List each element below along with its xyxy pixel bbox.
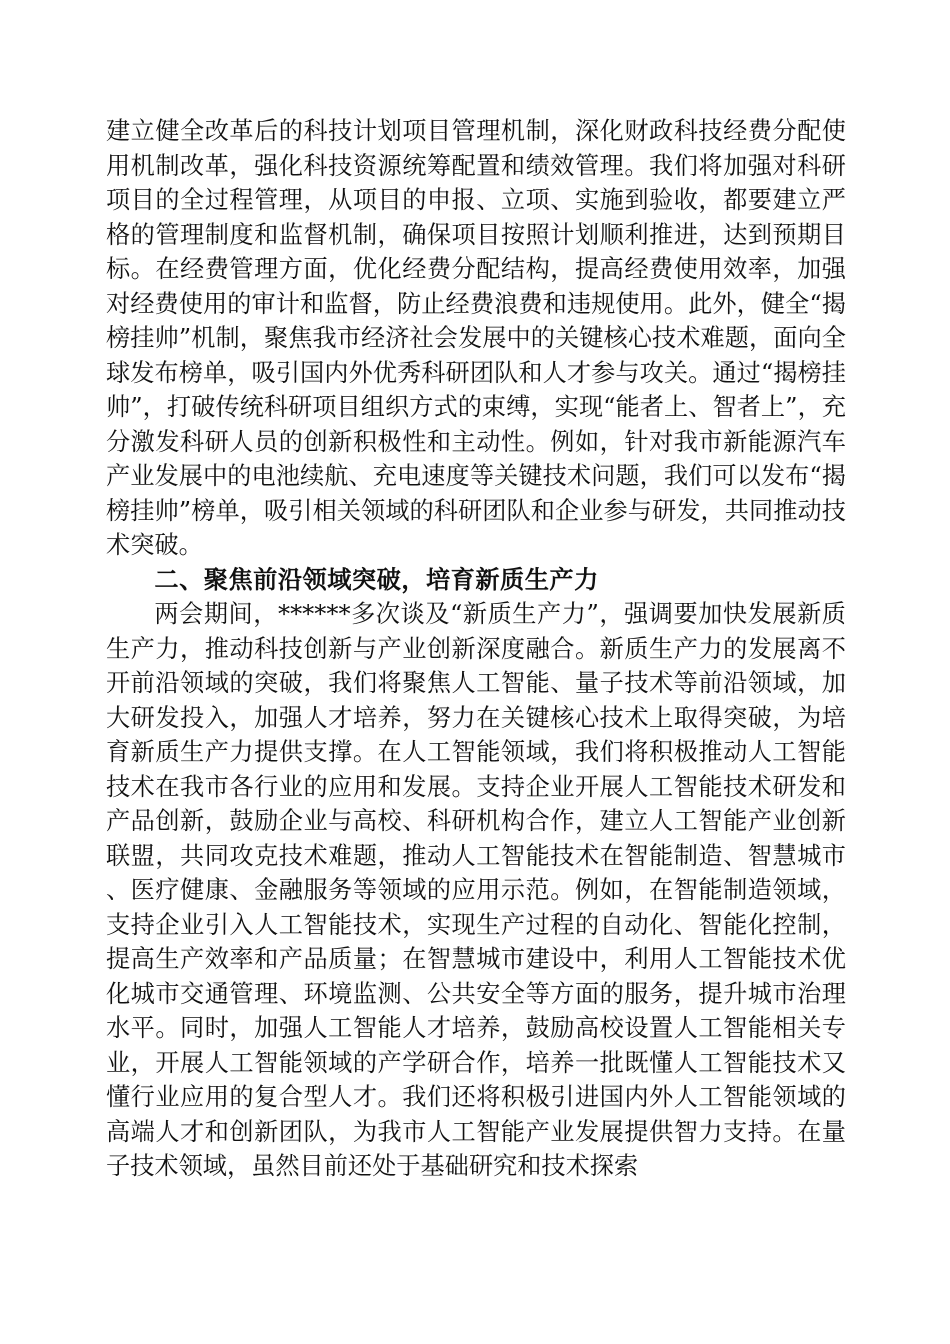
section-heading-2: 二、聚焦前沿领域突破，培育新质生产力 [154,565,599,594]
document-page [106,114,846,1184]
body-paragraph-1: 建立健全改革后的科技计划项目管理机制，深化财政科技经费分配使用机制改革，强化科技资源统筹配置和绩效管理。我们将加强对科研项目的全过程管理，从项目的申报、立项、实施到验收，都要建立严格的管理制度和监督机制，确保项目按照计划顺利推进，达到预期目标。在经费管理方面，优化经费分配结构，提高经费使用效率，加强对经费使用的审计和监督，防止经费浪费和违规使用。此外，健全“揭榜挂帅”机制，聚焦我市经济社会发展中的关键核心技术难题，面向全球发布榜单，吸引国内外优秀科研团队和人才参与攻关。通过“揭榜挂帅”，打破传统科研项目组织方式的束缚，实现“能者上、智者上”，充分激发科研人员的创新积极性和主动性。例如，针对我市新能源汽车产业发展中的电池续航、充电速度等关键技术问题，我们可以发布“揭榜挂帅”榜单，吸引相关领域的科研团队和企业参与研发，共同推动技术突破。 [106,117,846,559]
body-paragraph-2: 两会期间，******多次谈及“新质生产力”，强调要加快发展新质生产力，推动科技创新与产业创新深度融合。新质生产力的发展离不开前沿领域的突破，我们将聚焦人工智能、量子技术等前沿领域，加大研发投入，加强人才培养，努力在关键核心技术上取得突破，为培育新质生产力提供支撑。在人工智能领域，我们将积极推动人工智能技术在我市各行业的应用和发展。支持企业开展人工智能技术研发和产品创新，鼓励企业与高校、科研机构合作，建立人工智能产业创新联盟，共同攻克技术难题，推动人工智能技术在智能制造、智慧城市、医疗健康、金融服务等领域的应用示范。例如，在智能制造领域，支持企业引入人工智能技术，实现生产过程的自动化、智能化控制，提高生产效率和产品质量；在智慧城市建设中，利用人工智能技术优化城市交通管理、环境监测、公共安全等方面的服务，提升城市治理水平。同时，加强人工智能人才培养，鼓励高校设置人工智能相关专业，开展人工智能领域的产学研合作，培养一批既懂人工智能技术又懂行业应用的复合型人才。我们还将积极引进国内外人工智能领域的高端人才和创新团队，为我市人工智能产业发展提供智力支持。在量子技术领域，虽然目前还处于基础研究和技术探索 [106,600,846,1180]
